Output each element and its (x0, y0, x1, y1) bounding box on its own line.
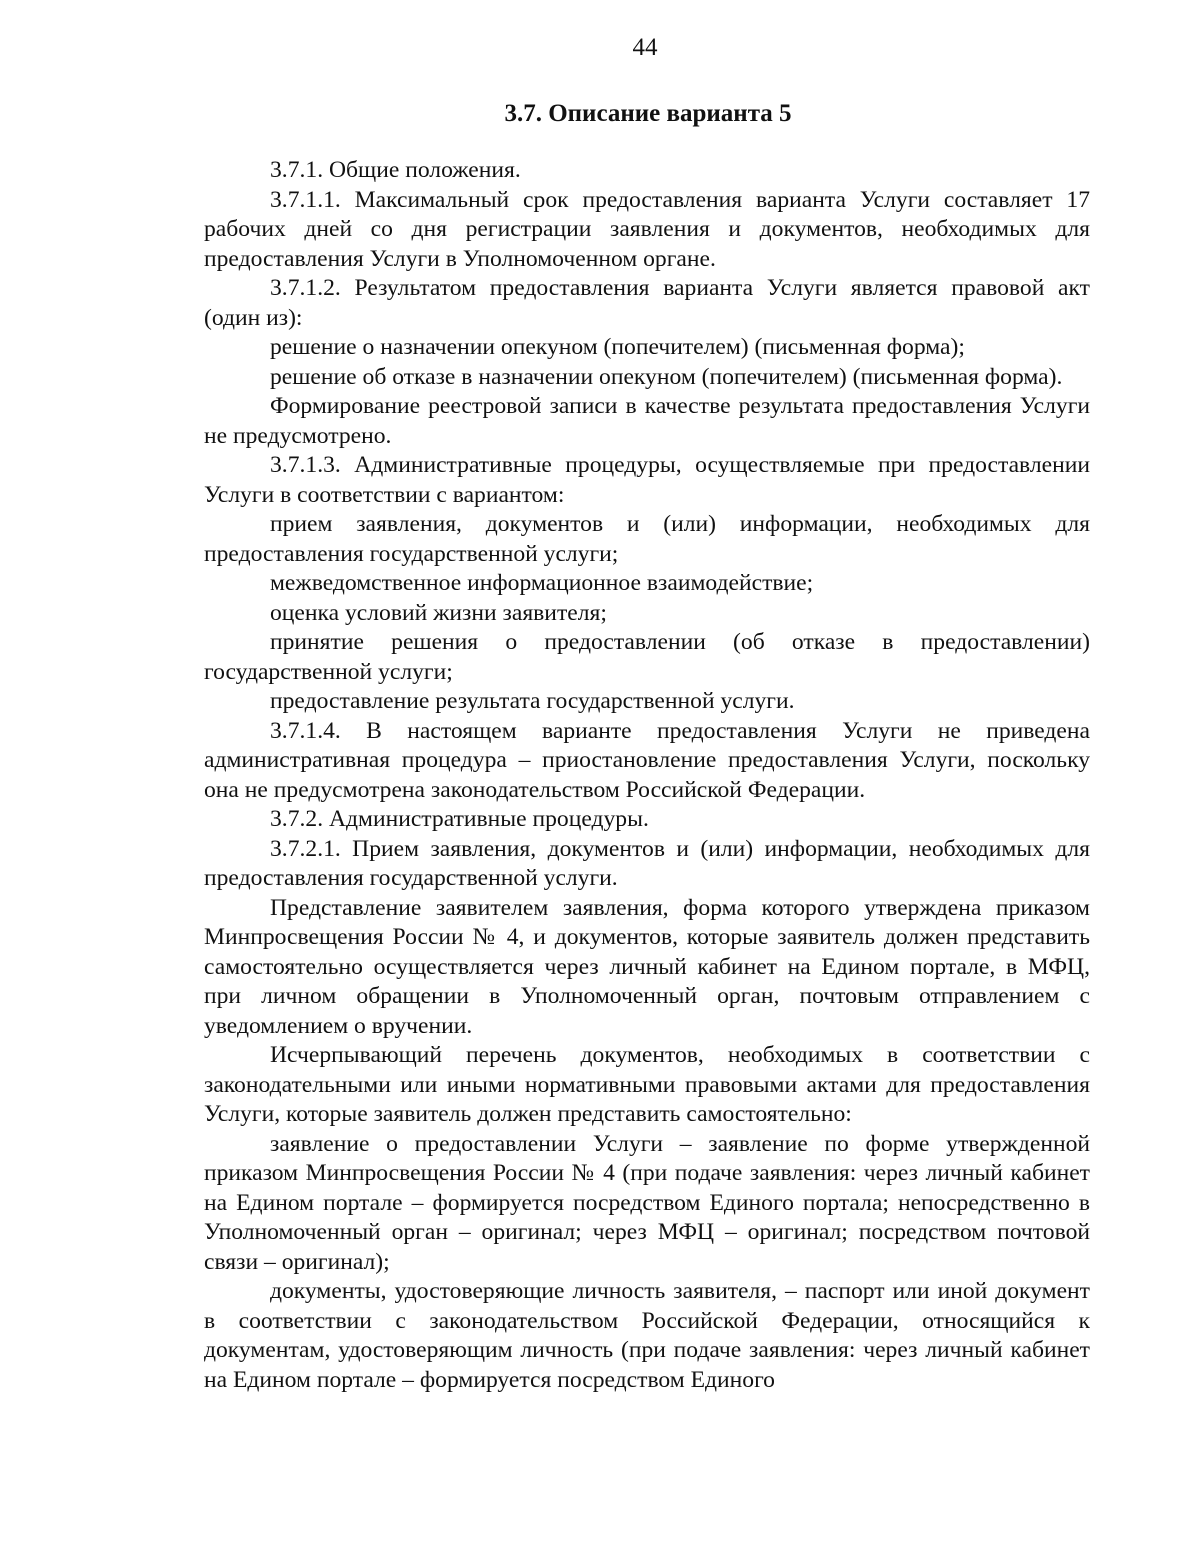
paragraph-max-term: 3.7.1.1. Максимальный срок предоставления варианта Услуги составляет 17 рабочих дней со дня регистрации заявления и документов, необходимых для предоставления Услуги в Уполномоченном органе. (204, 186, 1090, 272)
list-item-result-appointment: решение о назначении опекуном (попечителем) (письменная форма); (270, 334, 965, 360)
paragraph-submission-methods: Представление заявителем заявления, форма которого утверждена приказом Минпросвещения России № 4, и документов, которые заявитель должен представить самостоятельно осуществляется через личный кабинет на Едином портале, в МФЦ, при личном обращении в Уполномоченный орган, почтовым отправлением с уведомлением о вручении. (204, 894, 1090, 1039)
paragraph-documents-list: Исчерпывающий перечень документов, необходимых в соответствии с законодательными или иными нормативными правовыми актами для предоставления Услуги, которые заявитель должен представить самостоятельно: (204, 1042, 1090, 1127)
paragraph-suspension: 3.7.1.4. В настоящем варианте предоставления Услуги не приведена административная процедура – приостановление предоставления Услуги, поскольку она не предусмотрена законодательством Российской Федерации. (204, 717, 1090, 803)
list-item-procedure-result: предоставление результата государственной услуги. (270, 688, 795, 714)
list-item-procedure-decision: принятие решения о предоставлении (об отказе в предоставлении) государственной услуги; (204, 629, 1090, 685)
list-item-procedure-interagency: межведомственное информационное взаимодействие; (270, 570, 814, 596)
paragraph-result: 3.7.1.2. Результатом предоставления варианта Услуги является правовой акт (один из): (204, 275, 1090, 331)
paragraph-admin-procedures-heading: 3.7.2. Административные процедуры. (270, 806, 649, 832)
paragraph-registry-record: Формирование реестровой записи в качестве результата предоставления Услуги не предусмотрено. (204, 393, 1090, 449)
paragraph-intake-procedure: 3.7.2.1. Прием заявления, документов и (или) информации, необходимых для предоставления государственной услуги. (204, 835, 1090, 891)
document-body (204, 156, 1090, 1395)
list-item-identity-documents: документы, удостоверяющие личность заявителя, – паспорт или иной документ в соответствии с законодательством Российской Федерации, относящийся к документам, удостоверяющим личность (при подаче заявления: через личный кабинет на Едином портале – формируется посредством Единого (204, 1278, 1090, 1393)
paragraph-admin-procedures: 3.7.1.3. Административные процедуры, осуществляемые при предоставлении Услуги в соответствии с вариантом: (204, 452, 1090, 508)
list-item-procedure-living-conditions: оценка условий жизни заявителя; (270, 599, 607, 626)
section-heading: 3.7. Описание варианта 5 (504, 100, 792, 127)
paragraph-general-provisions: 3.7.1. Общие положения. (270, 157, 521, 183)
list-item-procedure-intake: прием заявления, документов и (или) информации, необходимых для предоставления государственной услуги; (204, 511, 1090, 567)
page-number: 44 (632, 34, 658, 61)
list-item-result-refusal: решение об отказе в назначении опекуном (попечителем) (письменная форма). (270, 363, 1063, 390)
list-item-application: заявление о предоставлении Услуги – заявление по форме утвержденной приказом Минпросвещения России № 4 (при подаче заявления: через личный кабинет на Едином портале – формируется посредством Единого портала; непосредственно в Уполномоченный орган – оригинал; через МФЦ – оригинал; посредством почтовой связи – оригинал); (204, 1130, 1090, 1275)
